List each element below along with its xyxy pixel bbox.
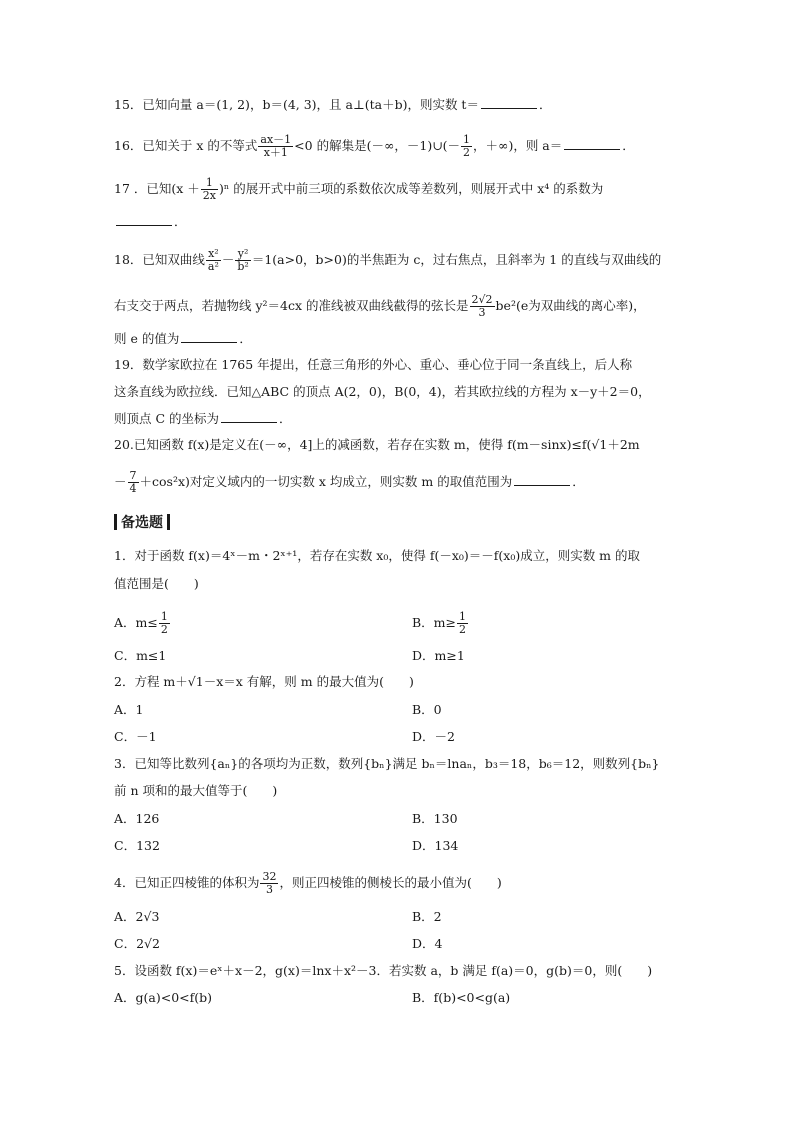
fraction: $\frac{2√2}{3}$ [471,293,493,319]
question-19-line-3: 则顶点 C 的坐标为 ． [114,411,292,426]
question-18: 18．已知双曲线 $\frac{\text{x²}}{\text{a²}}$ － $\frac{\text{y²}}{\text{b²}}$ ＝1(a>0，b>0)的半焦距为 c，过右焦点，且斜率为 1 的直线与双曲线的 [114,247,662,273]
question-17: 17 ．已知(x ＋ $\frac{1}{2x}$ )ⁿ 的展开式中前三项的系数依次成等差数列，则展开式中 x⁴ 的系数为 [114,176,604,202]
heading-bar-right [167,514,170,530]
question-20-line-1: 20.已知函数 f(x)是定义在(－∞，4]上的减函数，若存在实数 m，使得 f(m－sinx)≤f(√1＋2m [114,437,640,452]
backup-3-line-2: 前 n 项和的最大值等于( ) [114,783,278,798]
backup-4-option-d: D．4 [412,936,443,951]
question-19-line-2: 这条直线为欧拉线．已知△ABC 的顶点 A(2，0)，B(0，4)，若其欧拉线的方程为 x－y＋2＝0， [114,384,651,399]
answer-blank [481,96,537,109]
backup-1-option-d: D．m≥1 [412,648,465,663]
backup-3-option-c: C．132 [114,838,160,853]
section-heading: 备选题 [114,513,170,533]
backup-3-line-1: 3．已知等比数列{aₙ}的各项均为正数，数列{bₙ}满足 bₙ＝lnaₙ，b₃＝18，b₆＝12，则数列{bₙ} [114,756,660,771]
fraction: $\frac{32}{3}$ [262,870,277,896]
backup-2-option-b: B．0 [412,702,442,717]
backup-2-option-d: D．－2 [412,729,455,744]
backup-1-line-1: 1．对于函数 f(x)＝4ˣ－m・2ˣ⁺¹，若存在实数 x₀，使得 f(－x₀)＝－f(x₀)成立，则实数 m 的取 [114,548,641,563]
backup-2-option-a: A．1 [114,702,144,717]
answer-blank [181,330,237,343]
fraction: $\frac{1}{2}$ [160,610,168,636]
fraction: $\frac{\text{x²}}{\text{a²}}$ [207,247,219,273]
fraction: $\frac{1}{2}$ [463,133,471,159]
answer-blank [514,473,570,486]
backup-3-option-d: D．134 [412,838,459,853]
backup-2-stem: 2．方程 m＋√1－x＝x 有解，则 m 的最大值为( ) [114,674,414,689]
backup-5-option-a: A．g(a)<0<f(b) [114,990,213,1005]
answer-blank [564,137,620,150]
backup-4-option-c: C．2√2 [114,936,160,951]
fraction: $\frac{1}{2}$ [459,610,467,636]
backup-4-option-b: B．2 [412,909,442,924]
backup-4-stem: 4．已知正四棱锥的体积为 $\frac{32}{3}$ ，则正四棱锥的侧棱长的最小值为( ) [114,870,502,896]
backup-1-option-b: B．m≥ $\frac{1}{2}$ [412,610,467,636]
answer-blank [221,410,277,423]
fraction: $\frac{\text{y²}}{\text{b²}}$ [237,247,249,273]
question-20-line-2: － $\frac{7}{4}$ ＋cos²x)对定义域内的一切实数 x 均成立，则实数 m 的取值范围为 ． [114,469,585,495]
backup-3-option-a: A．126 [114,811,160,826]
fraction: $\frac{1}{2x}$ [202,176,216,202]
question-18-line-3: 则 e 的值为 ． [114,331,252,346]
question-19-line-1: 19．数学家欧拉在 1765 年提出，任意三角形的外心、重心、垂心位于同一条直线上，后人称 [114,357,633,372]
backup-5-option-b: B．f(b)<0<g(a) [412,990,511,1005]
answer-blank [116,213,172,226]
question-17-blank-line: ． [114,213,187,231]
question-15: 15．已知向量 a＝(1, 2)，b＝(4, 3)，且 a⊥(ta＋b)，则实数 t＝ ． [114,97,552,112]
backup-1-option-a: A．m≤ $\frac{1}{2}$ [114,610,168,636]
question-16: 16．已知关于 x 的不等式 $\frac{ax-1}{x+1}$ <0 的解集是(－∞，－1)∪(－ $\frac{1}{2}$ ，＋∞)，则 a＝ ． [114,133,635,159]
fraction: $\frac{ax-1}{x+1}$ [260,133,292,159]
backup-1-option-c: C．m≤1 [114,648,167,663]
question-18-line-2: 右支交于两点，若抛物线 y²＝4cx 的准线被双曲线截得的弦长是 $\frac{2√2}{3}$ be²(e为双曲线的离心率)， [114,293,646,319]
heading-bar-left [114,514,117,530]
backup-1-line-2: 值范围是( ) [114,576,199,591]
backup-5-stem: 5．设函数 f(x)＝eˣ＋x－2，g(x)＝lnx＋x²－3．若实数 a，b 满足 f(a)＝0，g(b)＝0，则( ) [114,963,653,978]
backup-4-option-a: A．2√3 [114,909,160,924]
fraction: $\frac{7}{4}$ [129,469,137,495]
backup-2-option-c: C．－1 [114,729,157,744]
backup-3-option-b: B．130 [412,811,458,826]
